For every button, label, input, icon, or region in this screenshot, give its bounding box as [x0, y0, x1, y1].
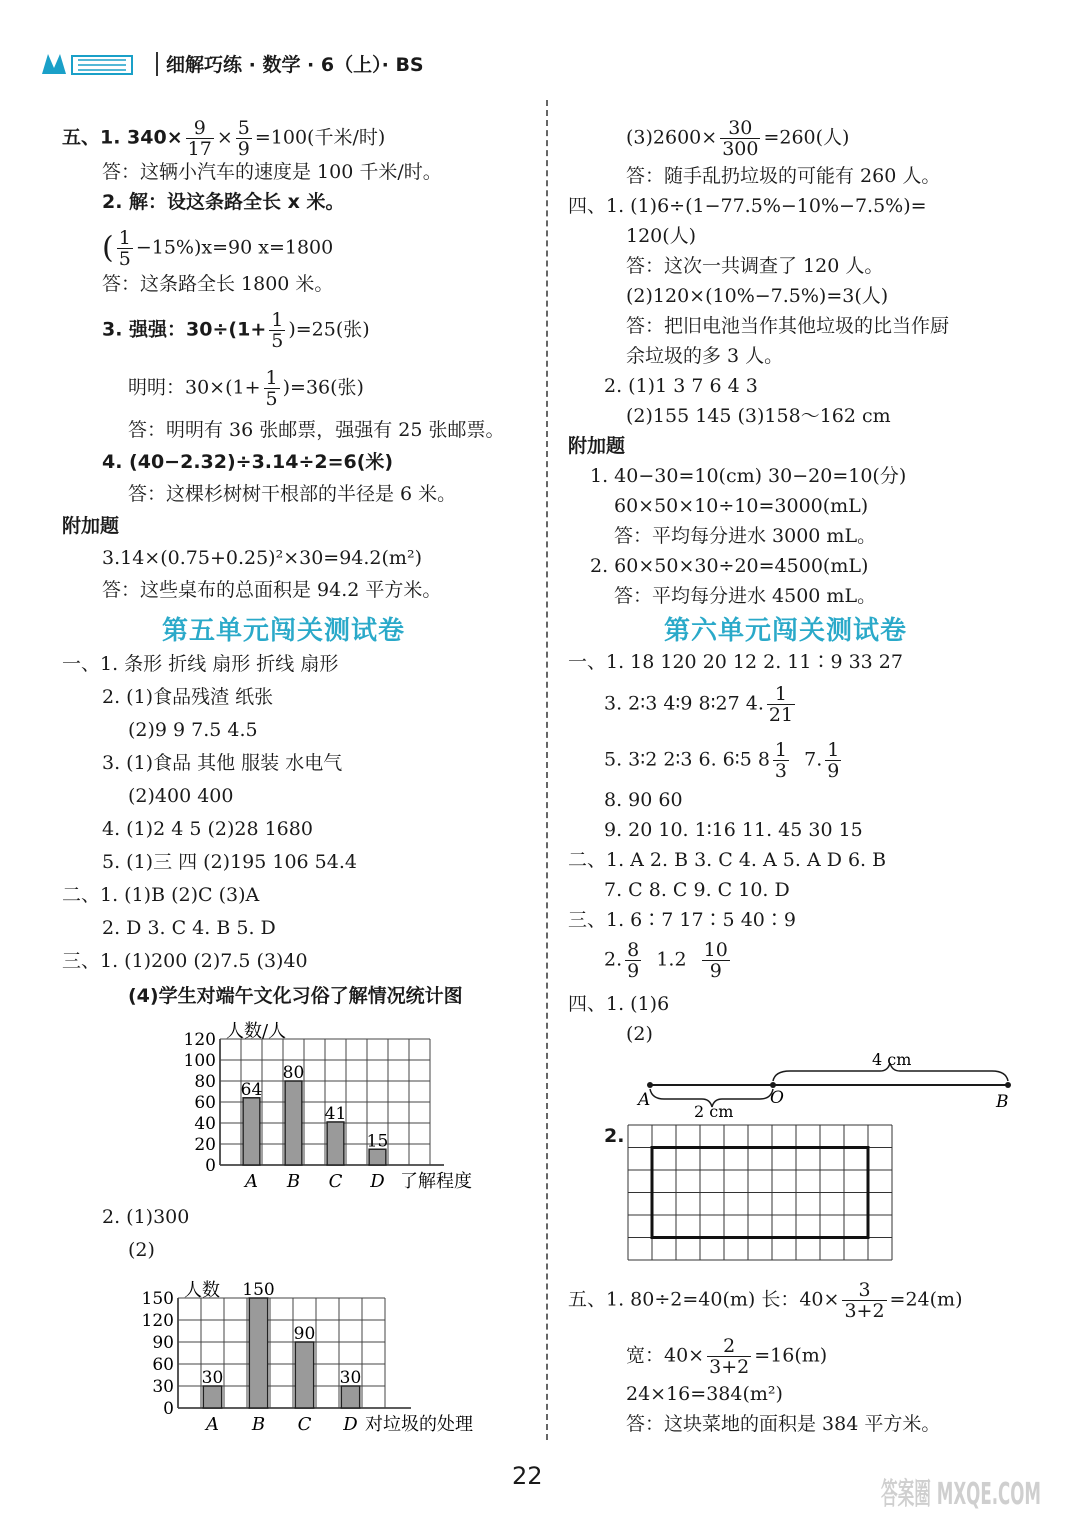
u6-3a: 三、1. 6∶7 17∶5 40∶9 [568, 909, 796, 931]
chart-2-svg [141, 1266, 515, 1441]
header-separator [156, 52, 158, 76]
chart2-ytick: 90 [152, 1333, 174, 1353]
u6-3b: 2. $\frac{8}{9}$ 1.2 $\frac{10}{9}$ [604, 939, 728, 982]
header-title: 细解巧练 · 数学 · 6（上）· BS [166, 54, 424, 76]
chart2-bar-A [203, 1386, 221, 1408]
r-q3: (3)2600× $\frac{30}{300}$ =260(人) [626, 117, 850, 160]
chart1-bar-A [243, 1098, 260, 1165]
q5-4: 4. (40−2.32)÷3.14÷2=6(米) [102, 451, 394, 473]
chart2-xtick-D: D [343, 1414, 358, 1435]
chart-1-svg [180, 1010, 510, 1195]
u5-1-3b: (2)400 400 [128, 785, 234, 807]
chart1-ytick: 120 [183, 1030, 216, 1050]
q5-3-answer: 答：明明有 36 张邮票，强强有 25 张邮票。 [128, 419, 505, 441]
r-q4-1b: 120(人) [626, 225, 697, 247]
r-ex2a: 2. 60×50×30÷20=4500(mL) [590, 555, 869, 577]
point-a [647, 1082, 653, 1088]
u6-2a: 二、1. A 2. B 3. C 4. A 5. A D 6. B [568, 849, 887, 871]
u6-5c: 24×16=384(m²) [626, 1383, 783, 1405]
label-2cm: 2 cm [694, 1102, 734, 1121]
chart1-xtick-B: B [286, 1171, 301, 1192]
label-o: O [770, 1088, 784, 1108]
u6-5: 5. 3∶2 2∶3 6. 6∶5 8 $\frac{1}{3}$ 7. $\frac{1}{9}$ [604, 739, 840, 782]
q5-3b: 明明：30×(1+ $\frac{1}{5}$ )=36(张) [128, 367, 364, 410]
u5-1-2a: 2. (1)食品残渣 纸张 [102, 686, 274, 708]
chart1-ytick: 40 [194, 1114, 216, 1134]
chart1-bar-B [285, 1081, 302, 1165]
r-q4-1f: 余垃圾的多 3 人。 [626, 345, 784, 367]
label-b: B [996, 1092, 1009, 1112]
chart1-ytick: 0 [205, 1156, 216, 1176]
u5-3-1: 三、1. (1)200 (2)7.5 (3)40 [62, 950, 308, 972]
r-q4-1e: 答：把旧电池当作其他垃圾的比当作厨 [626, 315, 950, 337]
u5-3-2b: (2) [128, 1239, 155, 1261]
unit6-title: 第六单元闯关测试卷 [664, 616, 908, 646]
chart2-bar-label-A: 30 [201, 1368, 224, 1388]
extra-title-left: 附加题 [62, 515, 120, 537]
extra-answer-left: 答：这些桌布的总面积是 94.2 平方米。 [102, 579, 442, 601]
chart2-ytick: 60 [152, 1355, 174, 1375]
chart1-bar-label-D: 15 [366, 1131, 389, 1152]
u6-5b: 宽：40× $\frac{2}{3+2}$ =16(m) [626, 1335, 828, 1378]
u6-8: 8. 90 60 [604, 789, 683, 811]
r-ex1c: 答：平均每分进水 3000 mL。 [614, 525, 877, 547]
point-b [1005, 1082, 1011, 1088]
u6-9: 9. 20 10. 1∶16 11. 45 30 15 [604, 819, 863, 841]
r-q4-1c: 答：这次一共调查了 120 人。 [626, 255, 884, 277]
q5-2-answer: 答：这条路全长 1800 米。 [102, 273, 334, 295]
unit5-title: 第五单元闯关测试卷 [162, 616, 406, 646]
chart1-bar-label-A: 64 [240, 1079, 263, 1100]
u6-4b: (2) [626, 1023, 653, 1045]
chart2-bar-D [341, 1386, 359, 1408]
chart1-ytick: 100 [183, 1051, 216, 1071]
chart2-ytick: 0 [163, 1399, 174, 1419]
q5-1-answer: 答：这辆小汽车的速度是 100 千米/时。 [102, 161, 442, 183]
extra-line-left: 3.14×(0.75+0.25)²×30=94.2(m²) [102, 547, 422, 569]
chart2-ytick: 120 [141, 1311, 174, 1331]
chart-2 [141, 1266, 515, 1446]
u5-2-2: 2. D 3. C 4. B 5. D [102, 917, 276, 939]
chart1-ytick: 60 [194, 1093, 216, 1113]
u6-4-2: 2. [604, 1125, 625, 1147]
chart2-bar-label-C: 90 [293, 1324, 316, 1344]
extra-title-right: 附加题 [568, 435, 626, 457]
chart2-bar-C [295, 1342, 313, 1408]
u5-1-2b: (2)9 9 7.5 4.5 [128, 719, 258, 741]
q5-4-answer: 答：这棵杉树树干根部的半径是 6 米。 [128, 483, 457, 505]
u6-2b: 7. C 8. C 9. C 10. D [604, 879, 790, 901]
chart1-bar-label-C: 41 [324, 1103, 347, 1124]
chart1-bar-D [369, 1149, 386, 1165]
r-q4-2a: 2. (1)1 3 7 6 4 3 [604, 375, 758, 397]
r-q4-1d: (2)120×(10%−7.5%)=3(人) [626, 285, 889, 307]
chart-1 [180, 1010, 510, 1200]
u6-5d: 答：这块菜地的面积是 384 平方米。 [626, 1413, 941, 1435]
chart1-ytick: 80 [194, 1072, 216, 1092]
r-ex2b: 答：平均每分进水 4500 mL。 [614, 585, 877, 607]
q5-3: 3. 强强：30÷(1+ $\frac{1}{5}$ )=25(张) [102, 309, 370, 352]
chart1-bar-C [327, 1122, 344, 1165]
r-ex1b: 60×50×10÷10=3000(mL) [614, 495, 869, 517]
chart1-bar-label-B: 80 [282, 1063, 305, 1083]
grid-rectangle [626, 1122, 898, 1269]
r-ex1a: 1. 40−30=10(cm) 30−20=10(分) [590, 465, 907, 487]
u5-1-1: 一、1. 条形 折线 扇形 折线 扇形 [62, 653, 339, 675]
chart2-xtick-C: C [297, 1414, 312, 1435]
r-q4-1a: 四、1. (1)6÷(1−77.5%−10%−7.5%)= [568, 195, 927, 217]
q5-2: 2. 解：设这条路全长 x 米。 [102, 191, 345, 213]
chart1-ylabel: 人数/人 [226, 1021, 287, 1042]
column-divider [546, 100, 548, 1440]
watermark-text: 答案圈 MXQE.COM [881, 1477, 1041, 1512]
chart1-xtick-C: C [328, 1171, 343, 1192]
label-a: A [638, 1090, 651, 1110]
chart2-xlabel: 对垃圾的处理 [365, 1414, 473, 1435]
chart2-ytick: 150 [141, 1289, 174, 1309]
r-q4-2b: (2)155 145 (3)158～162 cm [626, 405, 891, 427]
chart2-bar-label-B: 150 [242, 1280, 275, 1300]
chart2-bar-label-D: 30 [339, 1368, 362, 1388]
watermark [877, 1470, 1047, 1530]
q5-2-equation: ( $\frac{1}{5}$ −15%)x=90 x=1800 [102, 227, 334, 270]
chart1-xlabel: 了解程度 [400, 1171, 472, 1192]
chart2-ytick: 30 [152, 1377, 174, 1397]
chart1-ytick: 20 [194, 1135, 216, 1155]
u5-3-2a: 2. (1)300 [102, 1206, 190, 1228]
chart1-xtick-D: D [370, 1171, 385, 1192]
u5-1-3a: 3. (1)食品 其他 服装 水电气 [102, 752, 343, 774]
chart2-xtick-B: B [251, 1414, 266, 1435]
u6-4a: 四、1. (1)6 [568, 993, 670, 1015]
r-q3-answer: 答：随手乱扔垃圾的可能有 260 人。 [626, 165, 941, 187]
page-number: 22 [512, 1462, 543, 1490]
u6-1: 一、1. 18 120 20 12 2. 11∶9 33 27 [568, 651, 903, 673]
u5-1-4: 4. (1)2 4 5 (2)28 1680 [102, 818, 313, 840]
brand-logo [40, 50, 150, 78]
u5-chart1-title: (4)学生对端午文化习俗了解情况统计图 [128, 985, 463, 1007]
chart2-bar-B [249, 1298, 267, 1408]
u5-1-5: 5. (1)三 四 (2)195 106 54.4 [102, 851, 357, 873]
u6-3: 3. 2∶3 4∶9 8∶27 4. $\frac{1}{21}$ [604, 683, 794, 726]
chart2-ylabel: 人数 [184, 1280, 220, 1301]
chart1-xtick-A: A [245, 1171, 258, 1192]
label-4cm: 4 cm [872, 1050, 912, 1069]
segment-diagram [630, 1045, 1020, 1125]
q5-1: 五、1. 340× $\frac{9}{17}$ × $\frac{5}{9}$ =100(千米/时) [62, 117, 386, 160]
chart2-xtick-A: A [206, 1414, 219, 1435]
u6-5a: 五、1. 80÷2=40(m) 长：40× $\frac{3}{3+2}$ =24(m) [568, 1279, 963, 1322]
u5-2-1: 二、1. (1)B (2)C (3)A [62, 884, 260, 906]
